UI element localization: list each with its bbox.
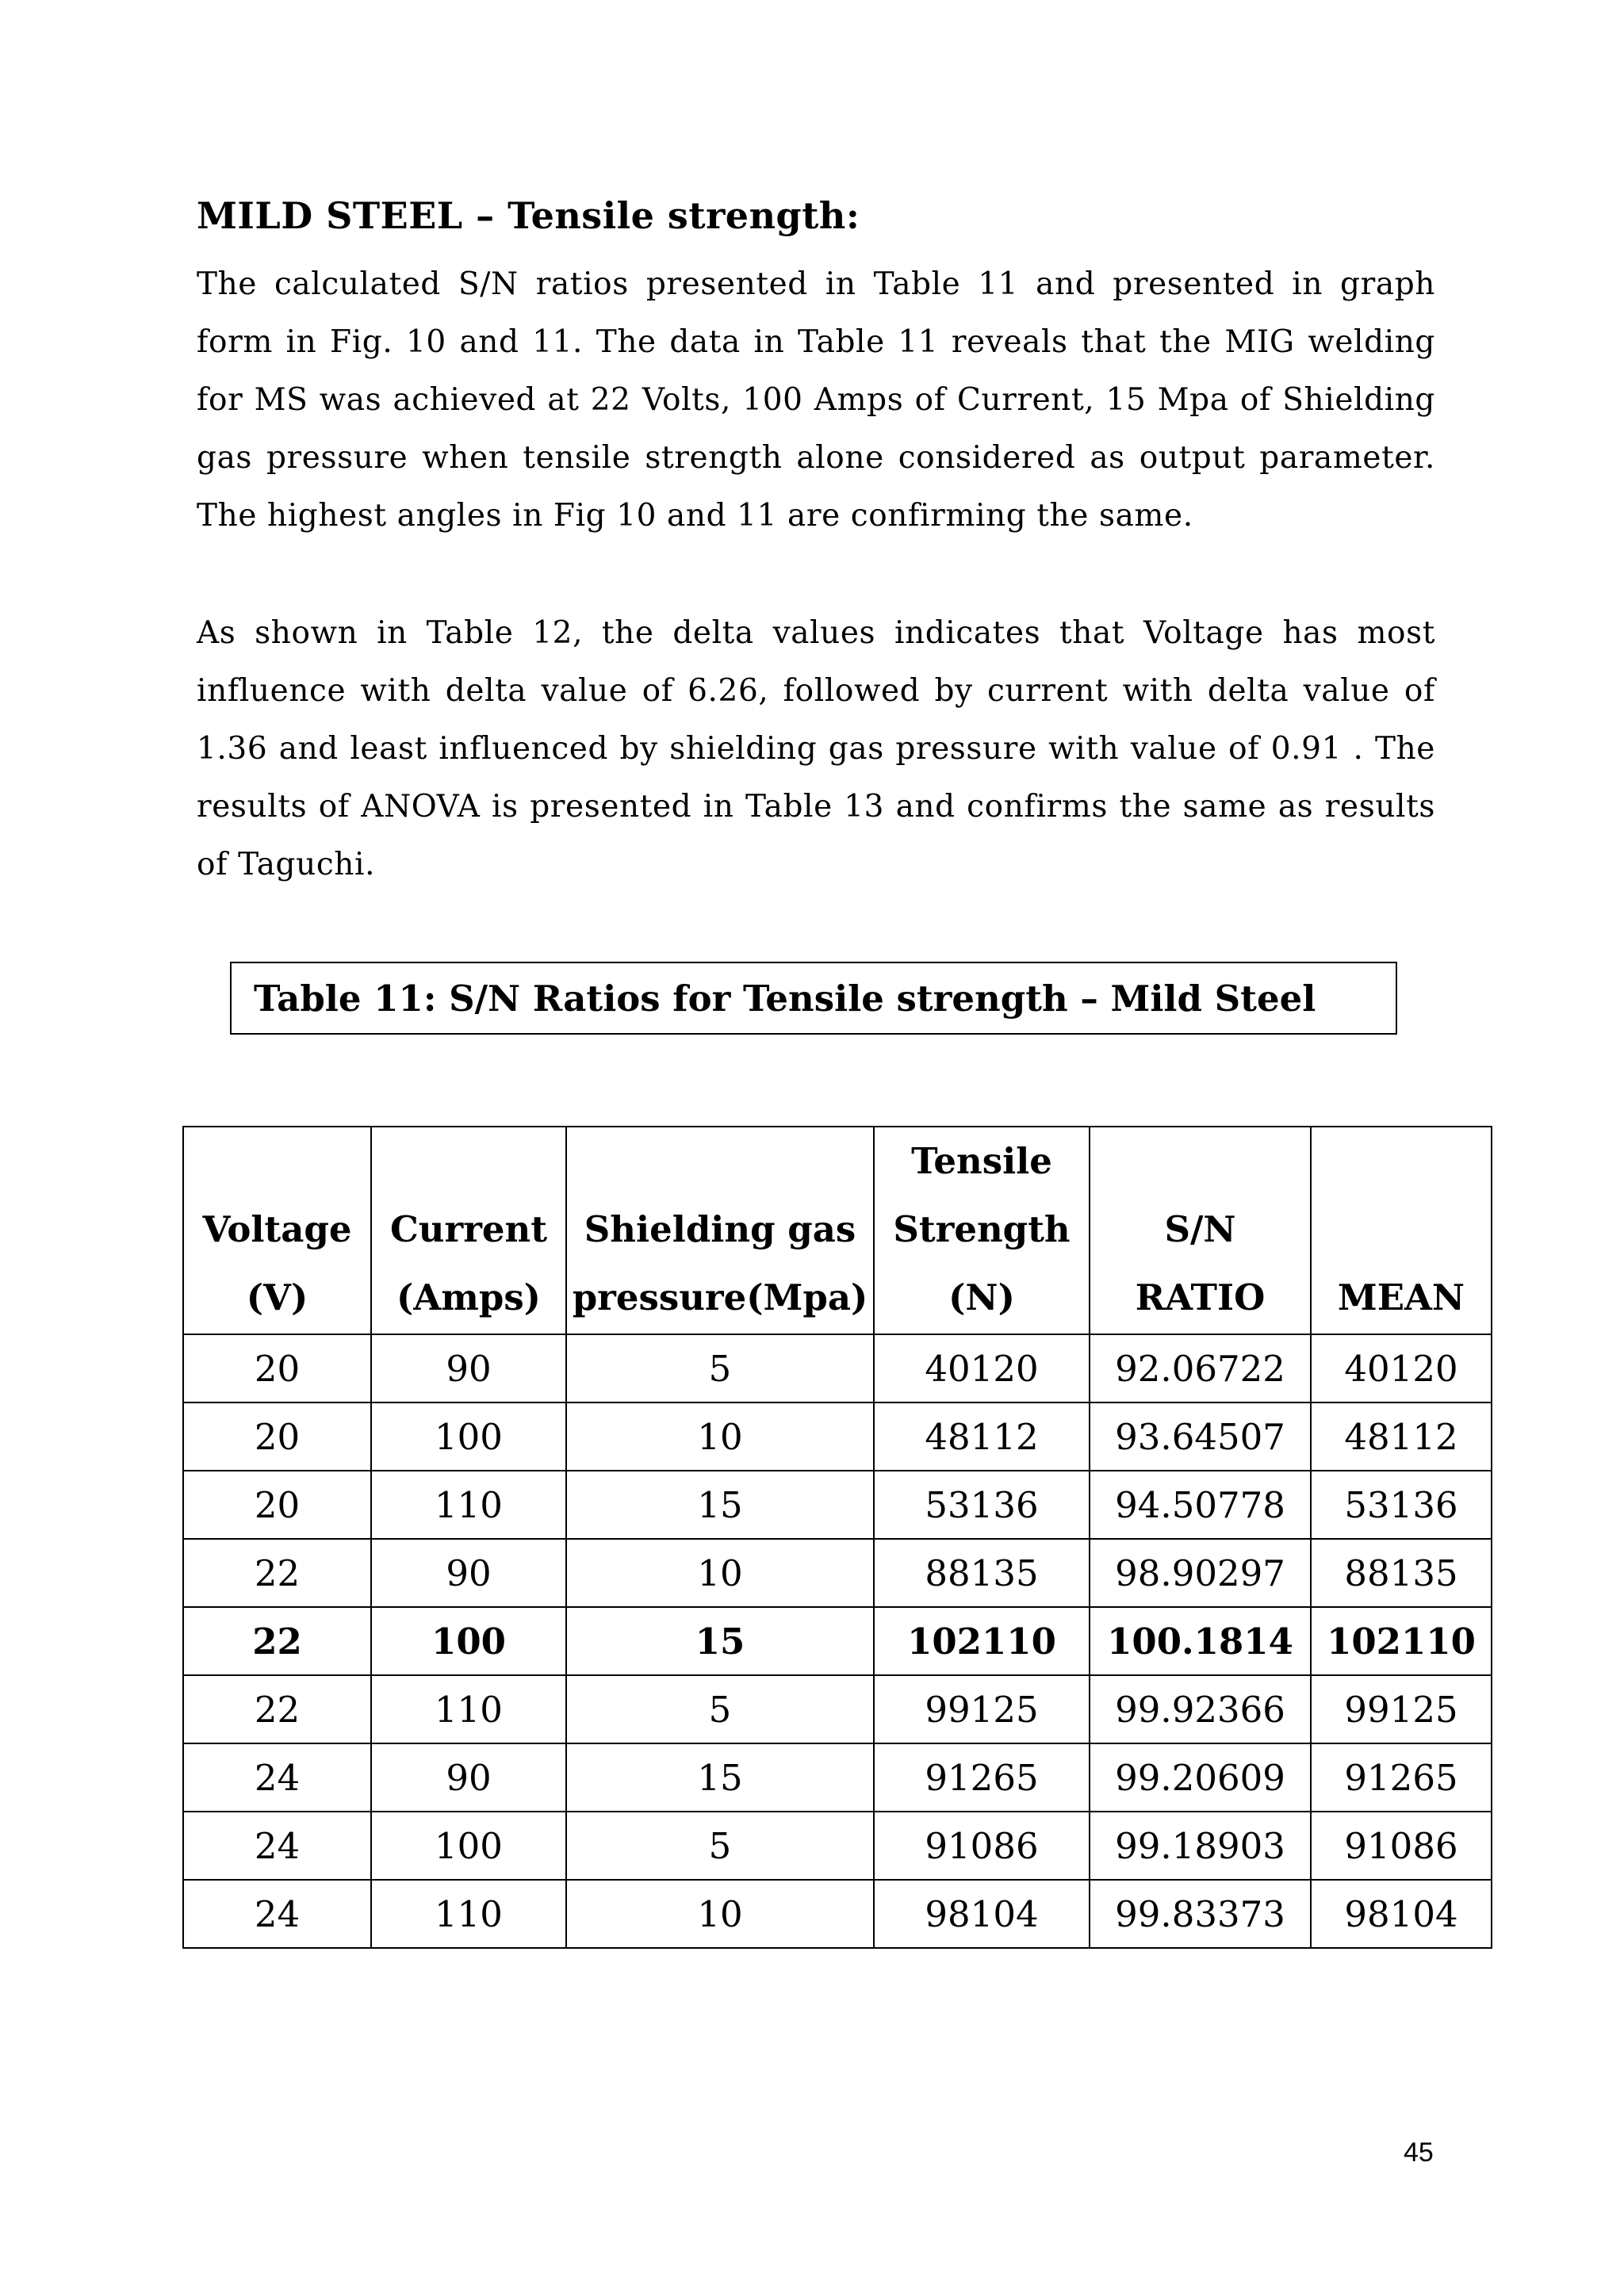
- paragraph-1: The calculated S/N ratios presented in Table 11 and presented in graph form in Fig. 10 and 11. The data in Table 11 reveals that the MIG welding for MS was achieved at 22 Volts, 100 Amps of Current, 15 Mpa of Shielding gas pressure when tensile strength alone considered as output parameter. The highest angles in Fig 10 and 11 are confirming the same.: [197, 266, 1435, 534]
- header-sn-ratio: [1090, 1127, 1311, 1334]
- table-cell: 100: [371, 1402, 566, 1471]
- table-cell: 5: [566, 1334, 874, 1402]
- table-row: [183, 1607, 1492, 1675]
- table-cell: 53136: [1311, 1471, 1492, 1539]
- header-line: (V): [246, 1276, 308, 1318]
- table-cell: 94.50778: [1090, 1471, 1311, 1539]
- table-caption: [230, 962, 1397, 1035]
- table-caption-text: Table 11: S/N Ratios for Tensile strength – Mild Steel: [254, 977, 1316, 1020]
- table-cell: 24: [183, 1880, 371, 1948]
- table-row: [183, 1880, 1492, 1948]
- page-number: 45: [1404, 2137, 1434, 2168]
- header-line: (Amps): [396, 1276, 541, 1318]
- header-shielding-gas-pressure: [566, 1127, 874, 1334]
- table-cell: 93.64507: [1090, 1402, 1311, 1471]
- table-row: [183, 1675, 1492, 1743]
- table-cell: 48112: [874, 1402, 1090, 1471]
- table-cell: 99125: [874, 1675, 1090, 1743]
- table-row: [183, 1743, 1492, 1812]
- table-cell: 102110: [874, 1607, 1090, 1675]
- table-cell: 10: [566, 1402, 874, 1471]
- table-row: [183, 1471, 1492, 1539]
- table-cell: 110: [371, 1471, 566, 1539]
- table-cell: 88135: [1311, 1539, 1492, 1607]
- table-cell: 48112: [1311, 1402, 1492, 1471]
- table-cell: 100.1814: [1090, 1607, 1311, 1675]
- table-row: [183, 1402, 1492, 1471]
- header-voltage: [183, 1127, 371, 1334]
- table-cell: 20: [183, 1471, 371, 1539]
- table-cell: 90: [371, 1743, 566, 1812]
- table-header-row: [183, 1127, 1492, 1334]
- table-cell: 88135: [874, 1539, 1090, 1607]
- table-cell: 40120: [1311, 1334, 1492, 1402]
- header-line: MEAN: [1337, 1276, 1465, 1318]
- table-cell: 98104: [1311, 1880, 1492, 1948]
- table-cell: 90: [371, 1334, 566, 1402]
- header-line: S/N: [1164, 1208, 1236, 1250]
- header-mean: [1311, 1127, 1492, 1334]
- table-cell: 22: [183, 1607, 371, 1675]
- table-cell: 20: [183, 1334, 371, 1402]
- table-cell: 91086: [1311, 1812, 1492, 1880]
- table-cell: 99.92366: [1090, 1675, 1311, 1743]
- header-current: [371, 1127, 566, 1334]
- table-cell: 91265: [874, 1743, 1090, 1812]
- table-cell: 10: [566, 1880, 874, 1948]
- header-line: Tensile: [911, 1140, 1052, 1182]
- table-cell: 100: [371, 1812, 566, 1880]
- table-cell: 24: [183, 1743, 371, 1812]
- table-cell: 99.83373: [1090, 1880, 1311, 1948]
- table-cell: 102110: [1311, 1607, 1492, 1675]
- table-cell: 15: [566, 1607, 874, 1675]
- table-cell: 110: [371, 1675, 566, 1743]
- table-cell: 5: [566, 1675, 874, 1743]
- table-cell: 40120: [874, 1334, 1090, 1402]
- table-cell: 99.20609: [1090, 1743, 1311, 1812]
- table-cell: 99125: [1311, 1675, 1492, 1743]
- table-cell: 24: [183, 1812, 371, 1880]
- table-cell: 15: [566, 1471, 874, 1539]
- table-cell: 20: [183, 1402, 371, 1471]
- header-line: Shielding gas: [584, 1208, 856, 1250]
- table-row: [183, 1334, 1492, 1402]
- table-cell: 53136: [874, 1471, 1090, 1539]
- table-body: [183, 1334, 1492, 1948]
- table-cell: 5: [566, 1812, 874, 1880]
- table-cell: 90: [371, 1539, 566, 1607]
- header-line: Current: [389, 1208, 548, 1250]
- table-cell: 92.06722: [1090, 1334, 1311, 1402]
- table-row: [183, 1812, 1492, 1880]
- table-cell: 100: [371, 1607, 566, 1675]
- table-cell: 98104: [874, 1880, 1090, 1948]
- table-cell: 110: [371, 1880, 566, 1948]
- table-cell: 22: [183, 1539, 371, 1607]
- header-line: Voltage: [202, 1208, 352, 1250]
- table-cell: 10: [566, 1539, 874, 1607]
- header-line: Strength: [893, 1208, 1071, 1250]
- table-row: [183, 1539, 1492, 1607]
- section-heading: MILD STEEL – Tensile strength:: [197, 194, 860, 237]
- header-line: RATIO: [1135, 1276, 1266, 1318]
- table-cell: 91086: [874, 1812, 1090, 1880]
- paragraph-2: As shown in Table 12, the delta values indicates that Voltage has most influence with delta value of 6.26, followed by current with delta value of 1.36 and least influenced by shielding gas pressure with value of 0.91 . The results of ANOVA is presented in Table 13 and confirms the same as results of Taguchi.: [197, 615, 1435, 882]
- table-cell: 91265: [1311, 1743, 1492, 1812]
- header-line: pressure(Mpa): [572, 1276, 868, 1318]
- header-tensile-strength: [874, 1127, 1090, 1334]
- table-cell: 22: [183, 1675, 371, 1743]
- header-line: (N): [948, 1276, 1015, 1318]
- table-cell: 98.90297: [1090, 1539, 1311, 1607]
- table-cell: 99.18903: [1090, 1812, 1311, 1880]
- table-cell: 15: [566, 1743, 874, 1812]
- sn-ratio-table: [182, 1126, 1492, 1949]
